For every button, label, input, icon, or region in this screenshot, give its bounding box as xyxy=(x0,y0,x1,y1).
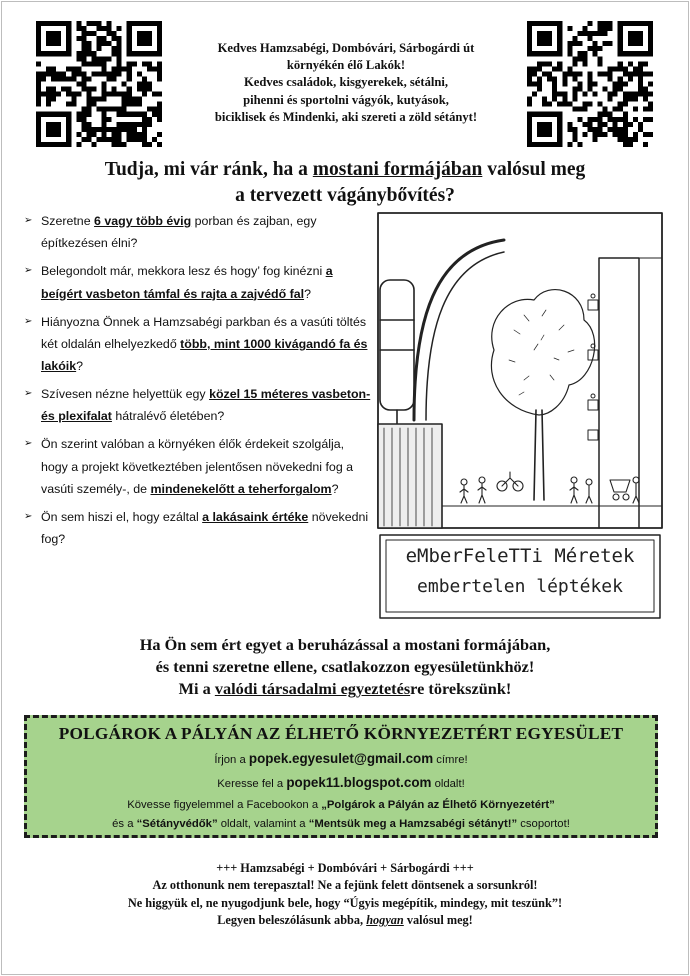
facebook-mid-text: oldalt, valamint a xyxy=(217,817,309,830)
footer-emphasis: hogyan xyxy=(366,913,404,928)
question-emphasis: 6 vagy több évig xyxy=(94,214,192,228)
headline-line-1 xyxy=(40,157,650,183)
question-text: porban és zajban, egy építkezésen élni? xyxy=(41,214,317,251)
greeting-line: pihenni és sportolni vágyók, kutyások, xyxy=(243,92,449,107)
greeting-line: Kedves családok, kisgyerekek, sétálni, xyxy=(243,75,449,90)
question-text: Hiányozna Önnek a Hamzsabégi parkban és a vasúti töltés két oldalán elhelyezkedő xyxy=(41,314,367,351)
facebook-post-text: csoportot! xyxy=(517,817,570,830)
email-pre-text: Írjon a xyxy=(214,753,249,766)
question-text: Belegondolt már, mekkora lesz és hogy’ fog kinézni xyxy=(41,264,326,279)
illustration-drawing xyxy=(374,210,666,630)
question-emphasis: mindenekelőtt a teherforgalom xyxy=(150,482,332,497)
blog-pre-text: Keresse fel a xyxy=(217,777,287,790)
email-line xyxy=(27,751,655,768)
blog-line xyxy=(27,775,655,792)
headline-line-2: a tervezett vágánybővítés? xyxy=(235,185,455,206)
question-item xyxy=(22,506,372,551)
question-text: hátralévő életében? xyxy=(111,409,225,424)
arrow-bullet-icon: ➢ xyxy=(24,315,33,327)
question-text: Ön szerint valóban a környéken élők érdekeit szolgálja, hogy a projekt következtében jelentősen növekedni fog a vasúti személy-, de xyxy=(41,437,354,497)
question-emphasis: közel 15 méteres vasbeton- és plexifalat xyxy=(41,387,371,424)
greeting-line: Kedves Hamzsabégi, Dombóvári, Sárbogárdi út xyxy=(217,41,475,55)
email-post-text: címre! xyxy=(433,753,468,766)
question-item xyxy=(22,260,372,305)
arrow-bullet-icon: ➢ xyxy=(24,511,33,522)
callout-text: re törekszünk! xyxy=(410,679,512,698)
question-emphasis: a lakásaink értéke xyxy=(202,510,309,524)
qr-code-right-icon[interactable] xyxy=(527,21,653,147)
footer-line: +++ Hamzsabégi + Dombóvári + Sárbogárdi +++ xyxy=(216,861,474,875)
organization-title: POLGÁROK A PÁLYÁN AZ ÉLHETŐ KÖRNYEZETÉRT EGYESÜLET xyxy=(58,724,624,743)
footer-line: Ne higgyük el, ne nyugodjunk bele, hogy “Úgyis megépítik, mindegy, mit teszünk”! xyxy=(127,895,563,910)
headline-underlined: mostani formájában xyxy=(312,159,483,180)
blog-post-text: oldalt! xyxy=(431,777,465,790)
headline xyxy=(40,157,650,209)
qr-code-left-icon[interactable] xyxy=(36,21,162,147)
arrow-bullet-icon: ➢ xyxy=(24,438,33,450)
facebook-page-link[interactable]: „Polgárok a Pályán az Élhető Környezetért” xyxy=(321,799,555,812)
question-text: növekedni fog? xyxy=(41,510,369,547)
question-item xyxy=(22,210,372,255)
question-text: Ön sem hiszi el, hogy ezáltal xyxy=(41,510,203,524)
arrow-bullet-icon: ➢ xyxy=(24,215,33,226)
arrow-bullet-icon: ➢ xyxy=(24,388,33,400)
question-text: Szeretne xyxy=(41,214,95,228)
question-item xyxy=(22,383,372,428)
question-text: ? xyxy=(76,359,84,374)
question-item xyxy=(22,311,372,378)
headline-text: Tudja, mi vár ránk, ha a xyxy=(104,159,313,180)
callout-text: Mi a xyxy=(178,679,215,698)
question-emphasis: a beígért vasbeton támfal és rajta a zajvédő fal xyxy=(41,264,333,301)
arrow-bullet-icon: ➢ xyxy=(24,265,33,277)
greeting-line: környékén élő Lakók! xyxy=(286,58,406,73)
email-link[interactable]: popek.egyesulet@gmail.com xyxy=(248,750,434,766)
footer-line: Az otthonunk nem terepasztal! Ne a fejünk felett döntsenek a sorsunkról! xyxy=(152,878,538,893)
call-to-action xyxy=(40,634,650,700)
illustration-caption-line-2: embertelen léptékek xyxy=(417,576,623,597)
facebook-group-link[interactable]: “Mentsük meg a Hamzsabégi sétányt!” xyxy=(308,817,518,830)
footer-text: valósul meg! xyxy=(403,913,473,928)
callout-line: és tenni szeretne ellene, csatlakozzon egyesületünkhöz! xyxy=(155,657,535,676)
question-item xyxy=(22,433,372,500)
greeting xyxy=(186,40,506,126)
callout-emphasis: valódi társadalmi egyeztetés xyxy=(214,679,411,698)
question-emphasis: több, mint 1000 kivágandó fa és lakóik xyxy=(41,336,368,374)
facebook-pre-text: és a xyxy=(112,817,137,830)
question-text: ? xyxy=(304,286,311,301)
illustration-caption-line-1: eMberFeleTTi Méretek xyxy=(405,545,635,567)
question-text: ? xyxy=(331,482,339,497)
illustration xyxy=(374,210,666,630)
facebook-pre-text: Kövesse figyelemmel a Facebookon a xyxy=(127,799,322,812)
callout-line: Ha Ön sem ért egyet a beruházással a mostani formájában, xyxy=(139,635,551,654)
question-text: Szívesen nézne helyettük egy xyxy=(41,387,210,402)
organization-box xyxy=(24,715,658,838)
footer-text: Legyen beleszólásunk abba, xyxy=(217,913,367,928)
facebook-line-2 xyxy=(27,817,655,832)
greeting-line: biciklisek és Mindenki, aki szereti a zöld sétányt! xyxy=(214,109,478,124)
question-list xyxy=(22,210,372,551)
callout-line-3 xyxy=(40,678,650,700)
blog-link[interactable]: popek11.blogspot.com xyxy=(286,774,432,790)
headline-text: valósul meg xyxy=(482,159,586,180)
facebook-line-1 xyxy=(27,798,655,813)
footer-line-4 xyxy=(40,912,650,929)
footer xyxy=(40,860,650,930)
setanyvedok-page-link[interactable]: “Sétányvédők” xyxy=(136,817,218,830)
